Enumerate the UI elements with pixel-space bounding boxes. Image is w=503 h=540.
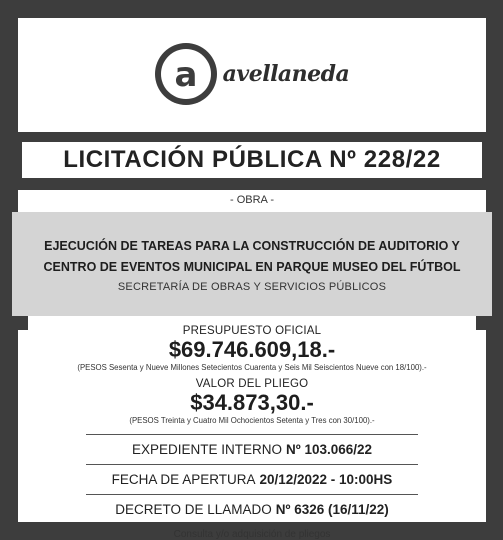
category-tag: - OBRA -	[229, 194, 274, 206]
bid-docs-label: VALOR DEL PLIEGO	[195, 378, 309, 390]
detail-row	[86, 464, 418, 494]
detail-value: Nº 6326 (16/11/22)	[275, 502, 389, 517]
detail-value: 20/12/2022 - 10:00HS	[259, 472, 393, 487]
budget-amount: $69.746.609,18.-	[168, 337, 336, 362]
project-box	[12, 212, 492, 316]
logo-wordmark: avellaneda	[222, 61, 350, 87]
amounts-section	[18, 325, 486, 425]
detail-value: Nº 103.066/22	[286, 442, 373, 457]
logo-mark-icon	[155, 43, 217, 105]
budget-in-words: (PESOS Sesenta y Nueve Millones Setecientos Cuarenta y Seis Mil Seiscientos Nueve con 18/100).-	[77, 363, 427, 372]
footer-note: Consulta y/o adquisición de pliegos	[173, 529, 331, 540]
title-band	[18, 132, 486, 190]
detail-label: DECRETO DE LLAMADO	[115, 502, 272, 517]
avellaneda-logo	[155, 43, 350, 105]
notice-sheet	[18, 18, 486, 540]
logo-mark-letter: a	[174, 55, 198, 95]
tender-title: LICITACIÓN PÚBLICA Nº 228/22	[22, 142, 482, 178]
project-title-line2: CENTRO DE EVENTOS MUNICIPAL EN PARQUE MUSEO DEL FÚTBOL	[43, 259, 461, 274]
detail-row	[86, 434, 418, 464]
detail-label: FECHA DE APERTURA	[111, 472, 256, 487]
project-title-line1: EJECUCIÓN DE TAREAS PARA LA CONSTRUCCIÓN DE AUDITORIO Y	[44, 238, 460, 253]
detail-row	[86, 494, 418, 524]
bid-docs-in-words: (PESOS Treinta y Cuatro Mil Ochocientos Setenta y Tres con 30/100).-	[129, 416, 375, 425]
department-name: SECRETARÍA DE OBRAS Y SERVICIOS PÚBLICOS	[117, 280, 387, 293]
detail-label: EXPEDIENTE INTERNO	[131, 442, 283, 457]
bid-docs-amount: $34.873,30.-	[190, 390, 314, 415]
budget-label: PRESUPUESTO OFICIAL	[182, 325, 322, 337]
logo-area	[18, 18, 486, 130]
details-list	[86, 434, 418, 524]
logo-a-icon	[155, 43, 217, 105]
